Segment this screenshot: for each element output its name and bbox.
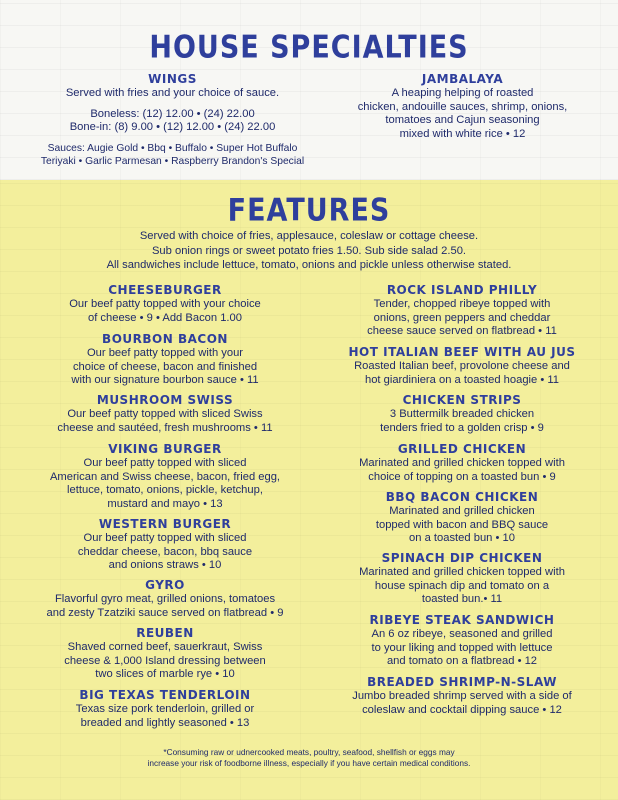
wings-section [10,72,335,169]
menu-item-name: CHICKEN STRIPS [402,393,522,407]
menu-item-description: Marinated and grilled chicken topped with choice of topping on a toasted bun • 9 [359,457,565,483]
menu-item-description: Tender, chopped ribeye topped with onions, green peppers and cheddar cheese sauce served on flatbread • 11 [367,298,557,338]
menu-item [10,517,320,573]
menu-item [312,613,612,669]
menu-item [10,578,320,620]
menu-item-description: Shaved corned beef, sauerkraut, Swiss cheese & 1,000 Island dressing between two slices of marble rye • 10 [64,641,266,681]
features-intro: Served with choice of fries, applesauce, coleslaw or cottage cheese. Sub onion rings or sweet potato fries 1.50. Sub side salad 2.50. All sandwiches include lettuce, tomato, onions and pickle unless otherwise stated. [106,230,512,271]
jambalaya-name: JAMBALAYA [421,72,504,86]
menu-item-description: 3 Buttermilk breaded chicken tenders fried to a golden crisp • 9 [380,408,544,434]
menu-item-name: RIBEYE STEAK SANDWICH [369,613,555,627]
jambalaya-description: A heaping helping of roasted chicken, andouille sauces, shrimp, onions, tomatoes and Cajun seasoning mixed with white rice • 12 [357,87,568,140]
menu-item-name: SPINACH DIP CHICKEN [381,551,543,565]
menu-item-description: An 6 oz ribeye, seasoned and grilled to your liking and topped with lettuce and tomato on a flatbread • 12 [371,628,553,668]
menu-item-description: Marinated and grilled chicken topped with bacon and BBQ sauce on a toasted bun • 10 [375,505,549,545]
menu-item [312,442,612,484]
wings-sauces-line-2: Teriyaki • Garlic Parmesan • Raspberry Brandon's Special [40,156,305,168]
menu-item [10,626,320,682]
wings-name: WINGS [148,72,197,86]
menu-item-description: Our beef patty topped with sliced Swiss cheese and sautéed, fresh mushrooms • 11 [57,408,273,434]
menu-item [10,442,320,511]
menu-item-description: Our beef patty topped with your choice of cheese, bacon and finished with our signature bourbon sauce • 11 [71,347,259,387]
menu-item [10,393,320,435]
menu-item [10,283,320,325]
features-title: FEATURES [227,192,391,229]
menu-item-description: Our beef patty topped with your choice of cheese • 9 • Add Bacon 1.00 [69,298,261,324]
menu-item-description: Our beef patty topped with sliced American and Swiss cheese, bacon, fried egg, lettuce, tomato, onions, pickle, ketchup, mustard and mayo • 13 [49,457,281,510]
menu-item [10,332,320,388]
menu-item-name: VIKING BURGER [108,442,222,456]
menu-item-description: Flavorful gyro meat, grilled onions, tomatoes and zesty Tzatziki sauce served on flatbread • 9 [46,593,284,619]
wings-bone-in-price: Bone-in: (8) 9.00 • (12) 12.00 • (24) 22.00 [69,121,276,134]
menu-item [10,688,320,730]
menu-item-name: GYRO [145,578,185,592]
menu-item-name: BIG TEXAS TENDERLOIN [79,688,251,702]
wings-sauces-line-1: Sauces: Augie Gold • Bbq • Buffalo • Super Hot Buffalo [47,142,298,154]
menu-item-name: ROCK ISLAND PHILLY [386,283,538,297]
menu-item [312,490,612,546]
foodborne-illness-disclaimer: *Consuming raw or udnercooked meats, poultry, seafood, shellfish or eggs may increase your risk of foodborne illness, especially if you have certain medical conditions. [147,747,471,768]
menu-item [312,283,612,339]
menu-item [312,345,612,387]
menu-item-name: BBQ BACON CHICKEN [385,490,539,504]
menu-item-name: WESTERN BURGER [98,517,232,531]
wings-subtitle: Served with fries and your choice of sauce. [65,87,280,99]
menu-item [312,393,612,435]
jambalaya-section [320,72,605,141]
menu-item-name: HOT ITALIAN BEEF WITH AU JUS [348,345,576,359]
menu-item-name: CHEESEBURGER [108,283,222,297]
menu-item-description: Roasted Italian beef, provolone cheese and hot giardiniera on a toasted hoagie • 11 [354,360,570,386]
menu-item-description: Our beef patty topped with sliced cheddar cheese, bacon, bbq sauce and onions straws • 10 [77,532,253,572]
menu-item-name: BREADED SHRIMP-N-SLAW [367,675,557,689]
menu-item-description: Texas size pork tenderloin, grilled or breaded and lightly seasoned • 13 [75,703,255,729]
menu-item-description: Marinated and grilled chicken topped with house spinach dip and tomato on a toasted bun.• 11 [359,566,565,606]
menu-item-description: Jumbo breaded shrimp served with a side of coleslaw and cocktail dipping sauce • 12 [352,690,572,716]
menu-item [312,675,612,717]
house-specialties-title: HOUSE SPECIALTIES [149,29,469,66]
menu-item-name: MUSHROOM SWISS [96,393,234,407]
wings-boneless-price: Boneless: (12) 12.00 • (24) 22.00 [90,107,255,120]
menu-item [312,551,612,607]
menu-item-name: REUBEN [136,626,194,640]
menu-item-name: GRILLED CHICKEN [397,442,527,456]
menu-item-name: BOURBON BACON [102,332,228,346]
